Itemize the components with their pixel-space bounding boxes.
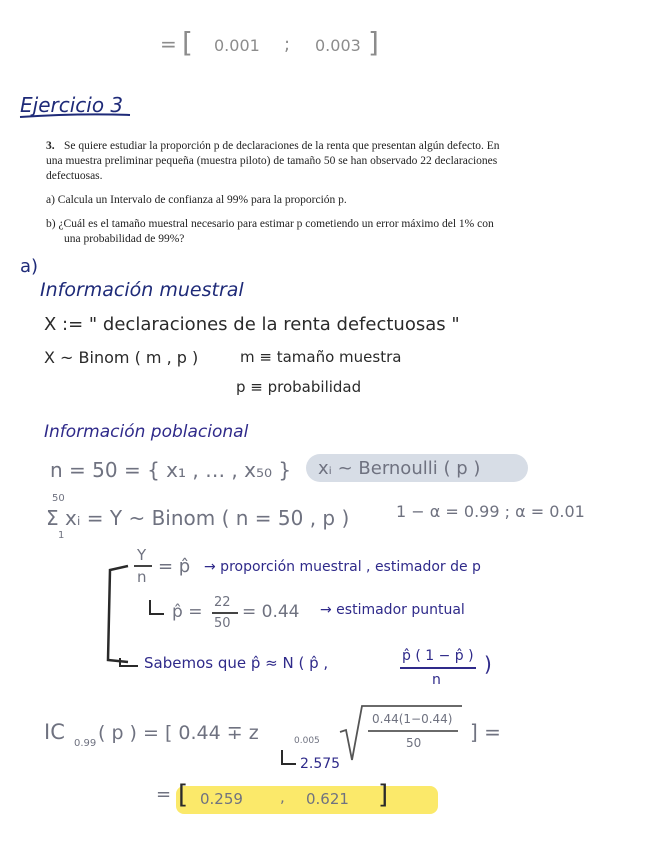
problem-text-line2: una muestra preliminar pequeña (muestra piloto) de tamaño 50 se han observado 22 declaraciones — [46, 155, 498, 167]
pop-info-title: Información poblacional — [44, 422, 249, 442]
final-open-bracket: [ — [178, 780, 189, 810]
sqrt-denominator: 50 — [406, 736, 422, 750]
top-separator: ; — [284, 34, 291, 55]
top-close-bracket: ] — [368, 26, 379, 59]
ic-subscript: 0.99 — [74, 738, 97, 749]
hook-arrow-3 — [282, 750, 296, 764]
top-low-value: 0.001 — [214, 36, 260, 55]
hook-arrow-1 — [150, 600, 164, 614]
sample-info-title: Información muestral — [40, 279, 244, 301]
sum-lower-limit: 1 — [58, 530, 65, 541]
ic-close: ] = — [470, 720, 501, 744]
x-distribution: X ~ Binom ( m , p ) — [44, 348, 199, 367]
final-low: 0.259 — [200, 790, 243, 808]
m-definition: m ≡ tamaño muestra — [240, 348, 402, 366]
final-high: 0.621 — [306, 790, 349, 808]
ic-label: IC — [44, 720, 65, 744]
ic-expression: ( p ) = [ 0.44 ∓ z — [98, 722, 259, 744]
z-subscript: 0.005 — [294, 736, 320, 746]
p-definition: p ≡ probabilidad — [236, 378, 362, 396]
point-estimator-note: → estimador puntual — [320, 602, 465, 618]
problem-text-line3: defectuosas. — [46, 170, 103, 182]
proportion-estimator-note: → proporción muestral , estimador de p — [204, 559, 481, 575]
exercise-title: Ejercicio 3 — [20, 93, 124, 117]
phat-value: = 0.44 — [242, 602, 300, 622]
sabemos-que: Sabemos que p̂ ≈ N ( p̂ , — [144, 654, 329, 672]
problem-number: 3. — [46, 140, 55, 152]
x-definition: X := " declaraciones de la renta defectuosas " — [44, 314, 460, 335]
bernoulli-text: xᵢ ~ Bernoulli ( p ) — [318, 458, 481, 479]
sqrt-numerator: 0.44(1−0.44) — [372, 712, 453, 726]
part-a-label: a) — [20, 256, 39, 277]
frac-22: 22 — [214, 595, 231, 610]
variance-numerator: p̂ ( 1 − p̂ ) — [402, 648, 474, 664]
n-denominator: n — [137, 568, 147, 586]
sum-upper-limit: 50 — [52, 493, 65, 504]
problem-part-b-line2: una probabilidad de 99%? — [64, 233, 185, 245]
n-line: n = 50 = { x₁ , … , x₅₀ } — [50, 458, 292, 482]
variance-denominator: n — [432, 672, 441, 688]
sum-line: Σ xᵢ = Y ~ Binom ( n = 50 , p ) — [46, 506, 350, 530]
left-bracket — [108, 566, 128, 662]
phat-calc: p̂ = — [172, 602, 203, 622]
y-numerator: Y — [137, 546, 147, 564]
top-open-bracket: [ — [182, 26, 193, 59]
final-eq: = — [156, 784, 172, 805]
problem-part-a: a) Calcula un Intervalo de confianza al 99% para la proporción p. — [46, 194, 347, 206]
alpha-values: 1 − α = 0.99 ; α = 0.01 — [396, 502, 585, 521]
variance-close-paren: ) — [484, 652, 492, 676]
frac-50: 50 — [214, 616, 231, 631]
top-high-value: 0.003 — [315, 36, 361, 55]
problem-part-b-line1: b) ¿Cuál es el tamaño muestral necesario para estimar p cometiendo un error máximo del 1% con — [46, 218, 494, 230]
phat-equals: = p̂ — [158, 556, 191, 577]
z-value: 2.575 — [300, 756, 341, 772]
top-eq: = — [160, 32, 177, 56]
final-separator: , — [280, 788, 285, 806]
problem-text-line1: Se quiere estudiar la proporción p de declaraciones de la renta que presentan algún defecto. En — [64, 140, 500, 152]
final-close-bracket: ] — [378, 780, 389, 810]
